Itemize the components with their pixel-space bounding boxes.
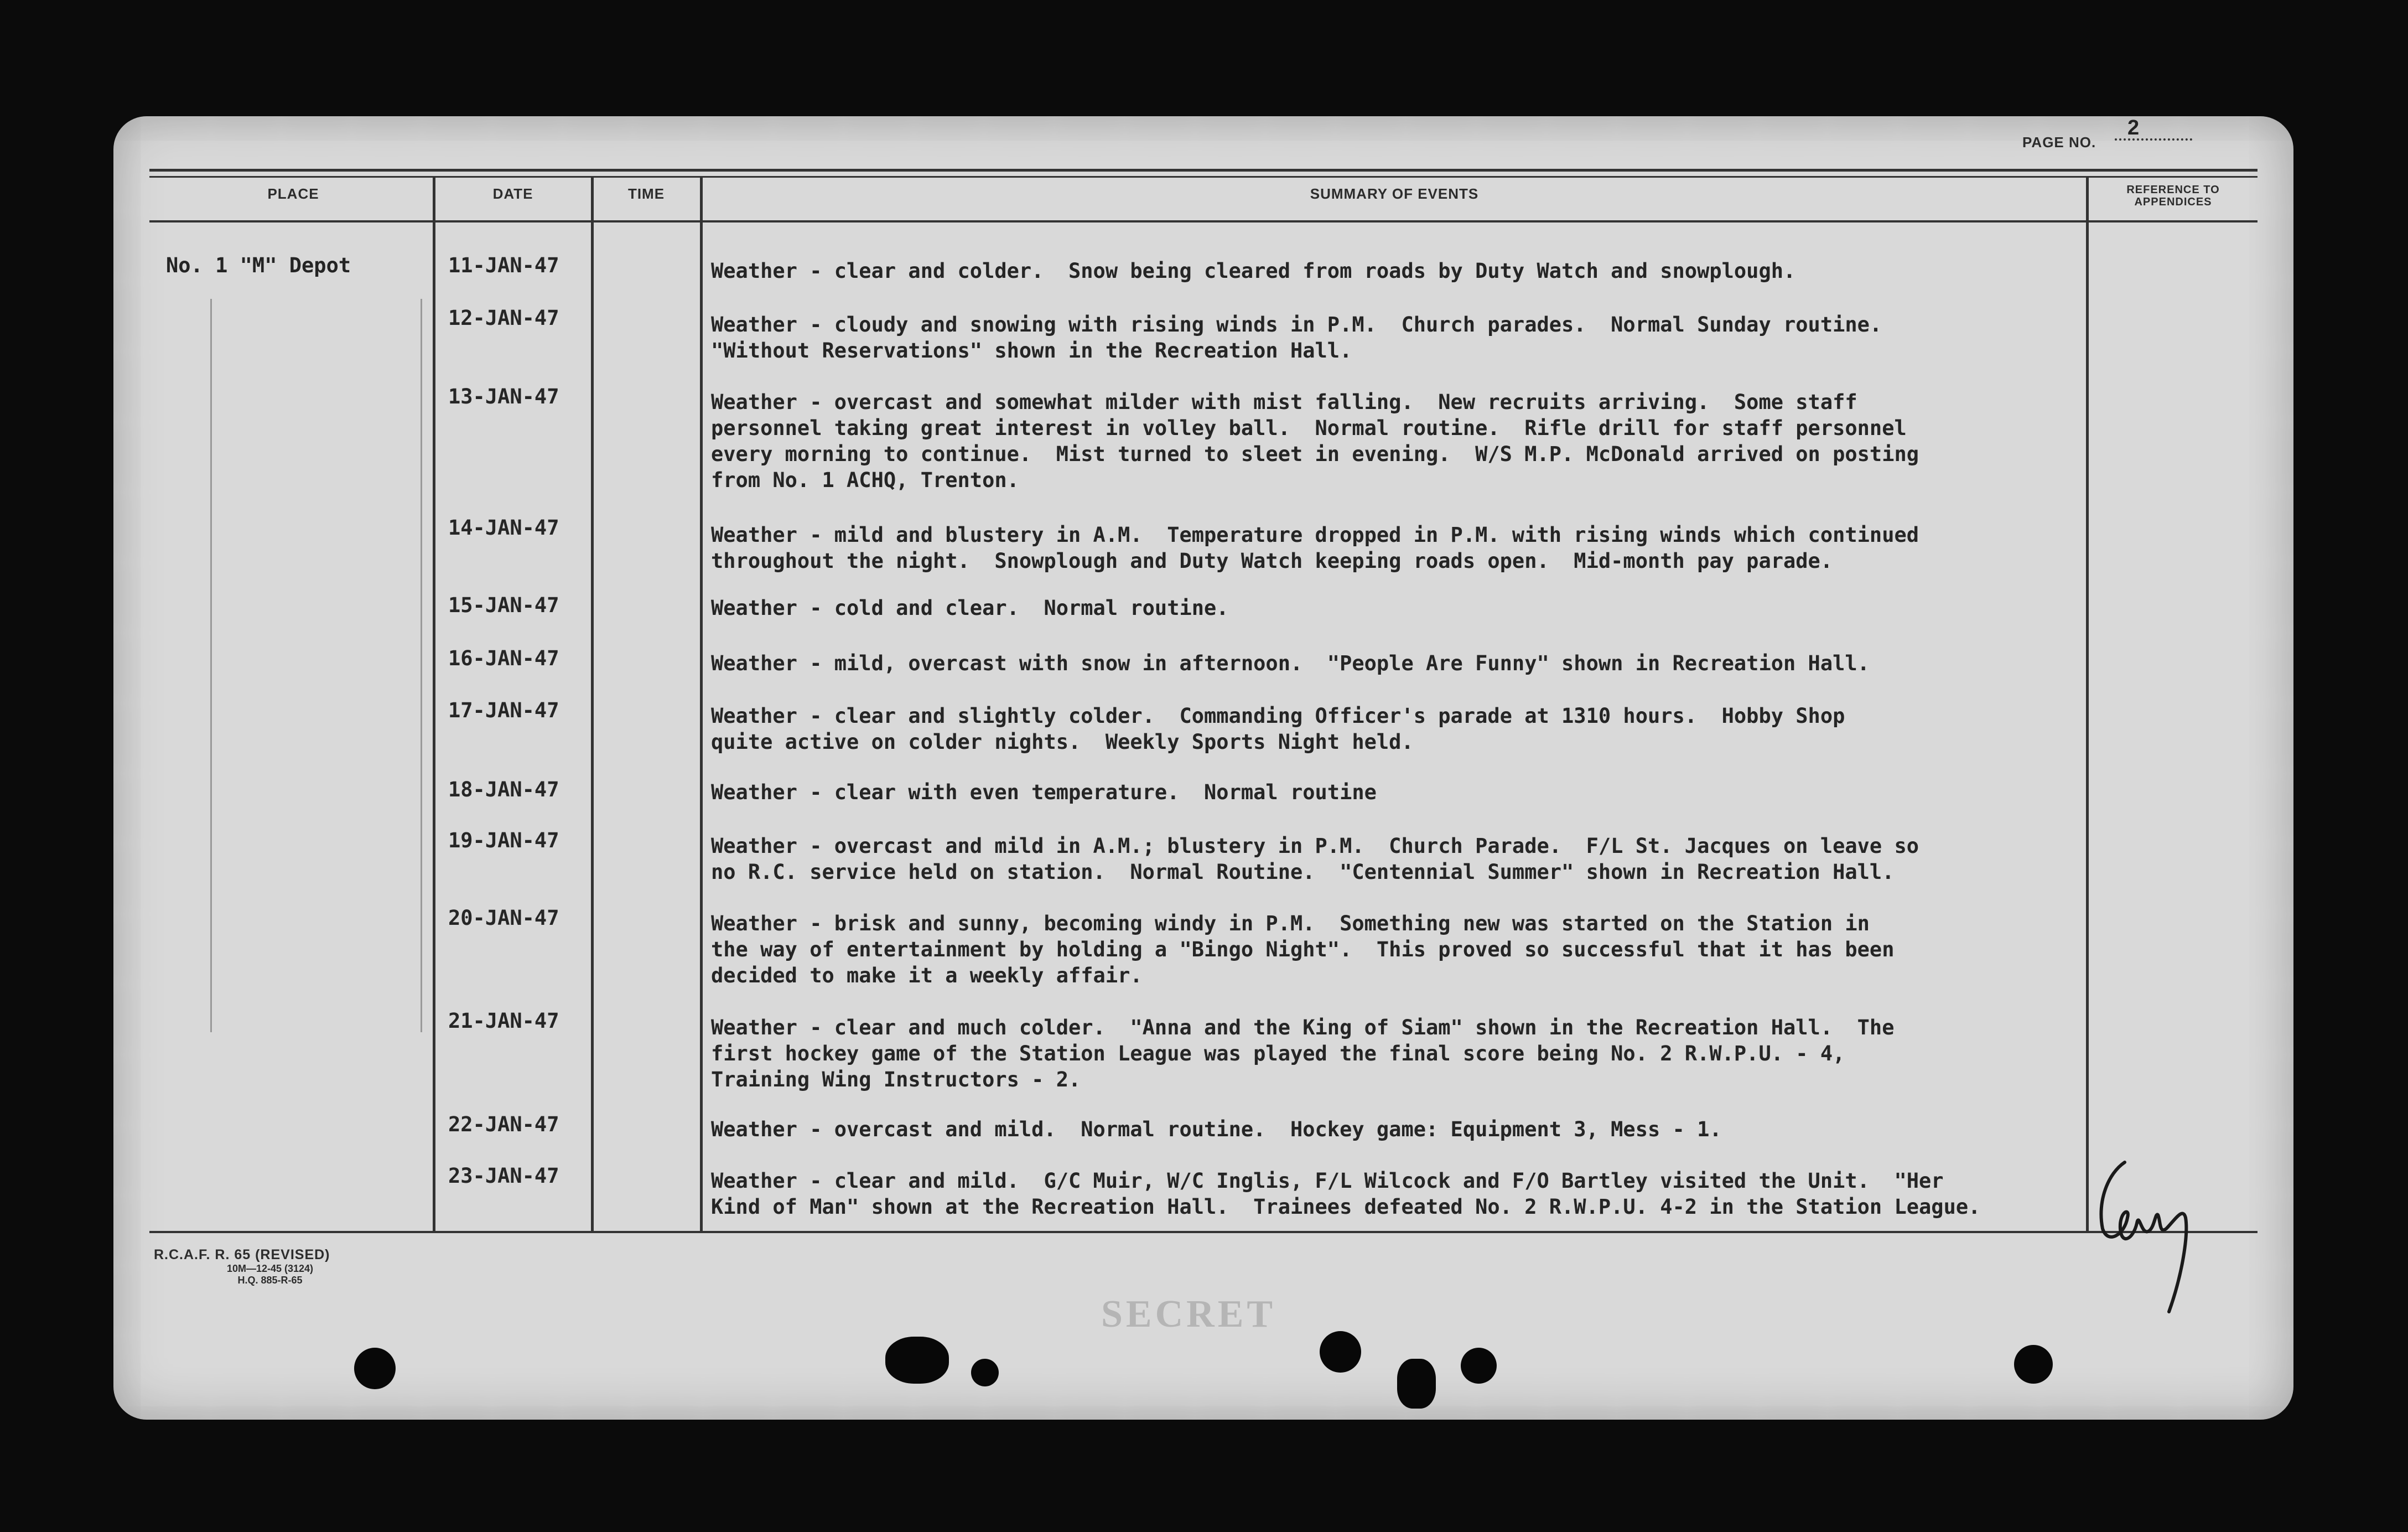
header-bottom-rule (149, 220, 2258, 222)
entry-summary: Weather - cold and clear. Normal routine. (711, 596, 1229, 620)
entry-summary: Weather - clear and mild. G/C Muir, W/C Inglis, F/L Wilcock and F/O Bartley visited the Unit. "Her Kind of Man" shown at the Recreation Hall. Trainees defeated No. 2 R.W.P.U. 4-2 in the Station League. (711, 1169, 1981, 1219)
punch-hole (1461, 1348, 1497, 1384)
place-inner-rule-right (421, 299, 422, 1032)
place-inner-rule-left (210, 299, 212, 1032)
entry-summary: Weather - clear with even temperature. Normal routine (711, 780, 1377, 804)
column-header-place: PLACE (267, 185, 319, 202)
entry-date: 21-JAN-47 (448, 1009, 559, 1033)
entry-date: 23-JAN-47 (448, 1164, 559, 1188)
table-bottom-rule (149, 1231, 2258, 1233)
column-header-date: DATE (492, 185, 533, 202)
entry-summary: Weather - mild, overcast with snow in afternoon. "People Are Funny" shown in Recreation Hall. (711, 651, 1870, 675)
entry-summary: Weather - mild and blustery in A.M. Temperature dropped in P.M. with rising winds which continued throughout the night. Snowplough and Duty Watch keeping roads open. Mid-month pay parade. (711, 523, 1919, 573)
entry-summary: Weather - clear and colder. Snow being cleared from roads by Duty Watch and snowplough. (711, 259, 1796, 283)
form-print-code: 10M—12-45 (3124) (226, 1263, 314, 1274)
date-time-divider (591, 176, 594, 1233)
entry-date: 11-JAN-47 (448, 253, 559, 277)
form-number: R.C.A.F. R. 65 (REVISED) (154, 1247, 330, 1262)
entry-date: 15-JAN-47 (448, 593, 559, 617)
entry-date: 14-JAN-47 (448, 516, 559, 540)
column-header-appendices (2089, 184, 2258, 208)
column-header-appendices-line2: APPENDICES (2134, 196, 2212, 208)
entry-date: 22-JAN-47 (448, 1112, 559, 1136)
handwritten-signature (2086, 1151, 2213, 1317)
punch-hole (1320, 1331, 1361, 1373)
page-number-dots (2115, 138, 2192, 141)
entry-date: 20-JAN-47 (448, 906, 559, 930)
security-stamp: SECRET (1101, 1293, 1276, 1336)
entry-date: 17-JAN-47 (448, 698, 559, 722)
place-date-divider (433, 176, 435, 1233)
form-hq-code: H.Q. 885-R-65 (237, 1275, 303, 1286)
entry-summary: Weather - clear and slightly colder. Commanding Officer's parade at 1310 hours. Hobby Shop quite active on colder nights. Weekly Sports Night held. (711, 704, 1845, 754)
time-summary-divider (700, 176, 703, 1233)
page-number: 2 (2127, 116, 2140, 139)
punch-hole (1397, 1359, 1436, 1409)
entry-summary: Weather - overcast and somewhat milder with mist falling. New recruits arriving. Some staff personnel taking great interest in volley ball. Normal routine. Rifle drill for staff personnel every morning to continue. Mist turned to sleet in evening. W/S M.P. McDonald arrived on posting from No. 1 ACHQ, Trenton. (711, 390, 1919, 492)
summary-appendix-divider (2086, 176, 2089, 1233)
entry-date: 18-JAN-47 (448, 778, 559, 801)
entry-summary: Weather - overcast and mild in A.M.; blustery in P.M. Church Parade. F/L St. Jacques on leave so no R.C. service held on station. Normal Routine. "Centennial Summer" shown in Recreation Hall. (711, 834, 1919, 884)
column-header-summary: SUMMARY OF EVENTS (1310, 185, 1479, 202)
entry-summary: Weather - clear and much colder. "Anna and the King of Siam" shown in the Recreation Hall. The first hockey game of the Station League was played the final score being No. 2 R.W.P.U. - 4, Training Wing Instructors - 2. (711, 1016, 1895, 1091)
entry-summary: Weather - brisk and sunny, becoming windy in P.M. Something new was started on the Station in the way of entertainment by holding a "Bingo Night". This proved so successful that it has been decided to make it a weekly affair. (711, 912, 1895, 987)
entry-date: 16-JAN-47 (448, 646, 559, 670)
punch-hole (2014, 1345, 2053, 1384)
entry-summary: Weather - cloudy and snowing with rising winds in P.M. Church parades. Normal Sunday routine. "Without Reservations" shown in the Recreation Hall. (711, 313, 1882, 363)
punch-hole (885, 1337, 949, 1384)
punch-hole (354, 1348, 396, 1389)
page-number-label: PAGE NO. (2022, 134, 2096, 151)
form-identifier (154, 1247, 386, 1286)
entry-summary: Weather - overcast and mild. Normal routine. Hockey game: Equipment 3, Mess - 1. (711, 1117, 1722, 1141)
entry-date: 13-JAN-47 (448, 385, 559, 408)
entry-date: 19-JAN-47 (448, 829, 559, 852)
column-header-appendices-line1: REFERENCE TO (2126, 184, 2220, 196)
punch-hole (971, 1359, 999, 1386)
top-rule (149, 169, 2258, 172)
column-header-time: TIME (627, 185, 665, 202)
top-rule-thin (149, 176, 2258, 178)
entry-date: 12-JAN-47 (448, 306, 559, 330)
place-cell: No. 1 "M" Depot (166, 253, 351, 277)
